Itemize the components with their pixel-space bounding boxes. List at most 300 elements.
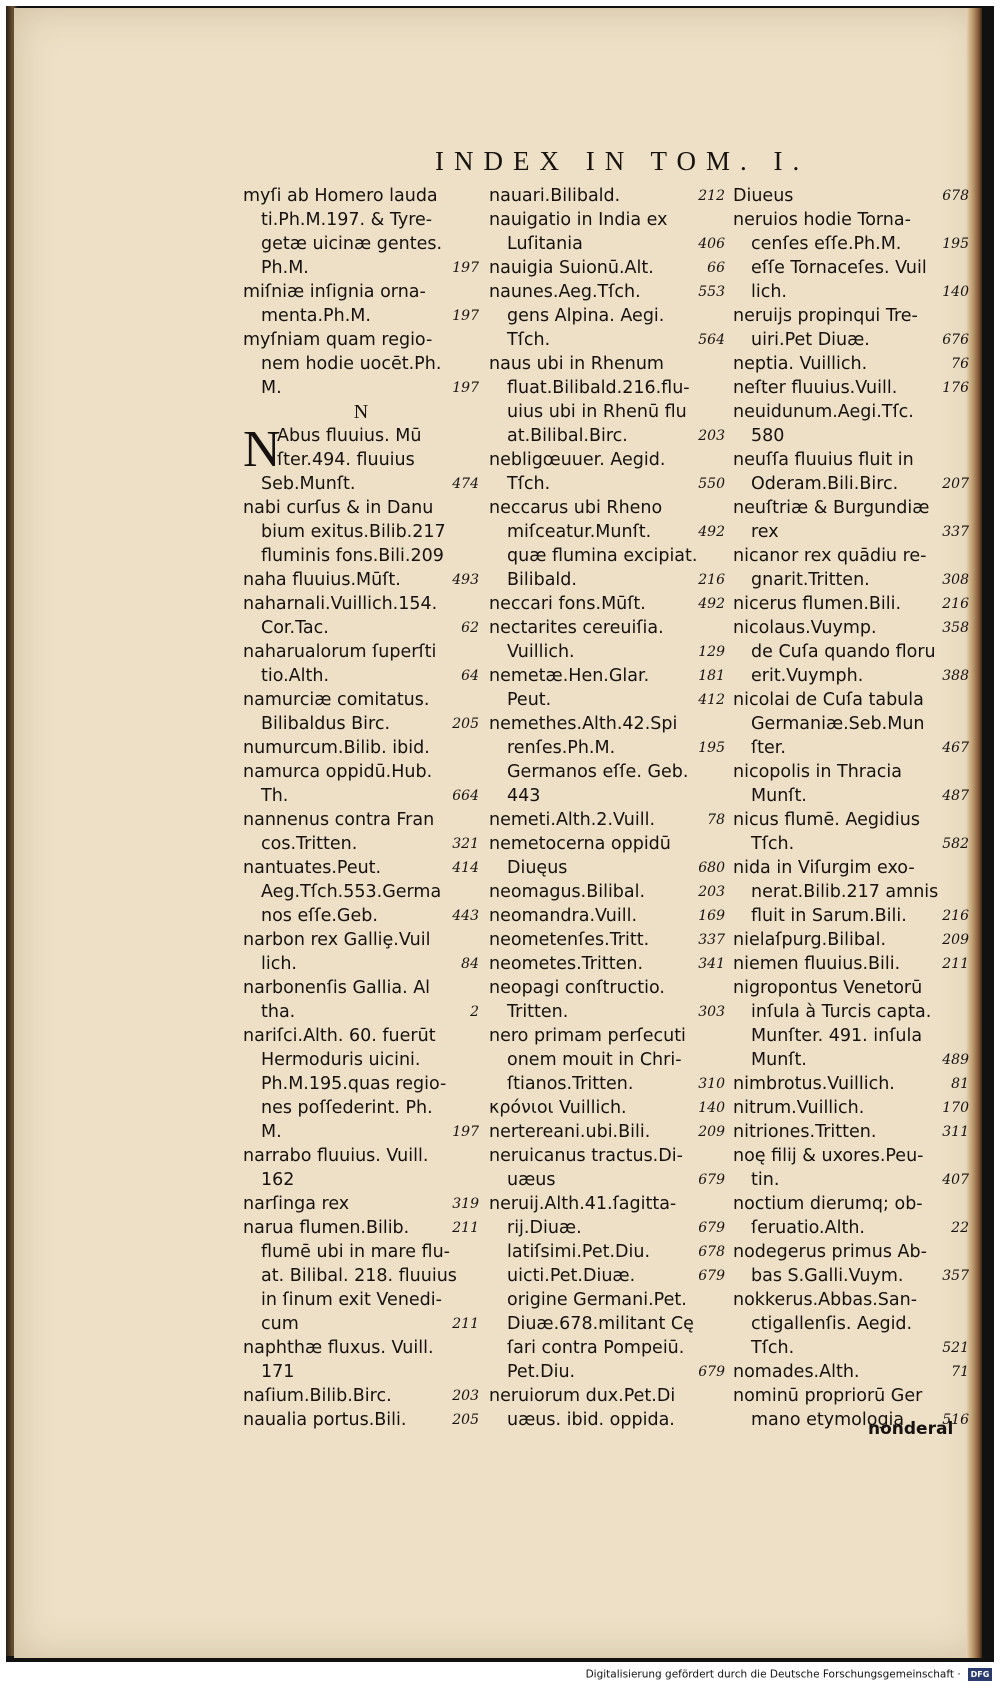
entry-text: erit.Vuymph. [751, 666, 864, 686]
entry-text: Hermoduris uicini. [261, 1050, 421, 1070]
page-reference: 211 [452, 1316, 479, 1332]
entry-text: Bilibald. [507, 570, 577, 590]
index-entry-line [243, 328, 479, 352]
entry-text: origine Germani.Pet. [507, 1290, 687, 1310]
page-reference: 337 [942, 524, 969, 540]
index-entry-line [489, 1240, 725, 1264]
index-entry-line [489, 184, 725, 208]
page-reference: 414 [452, 860, 479, 876]
entry-text: Luſitania [507, 234, 583, 254]
index-entry-line [489, 1192, 725, 1216]
digitization-footer [586, 1668, 992, 1686]
index-entry-line [733, 352, 969, 376]
entry-text: nitriones.Tritten. [733, 1122, 877, 1142]
index-entry-line [733, 712, 969, 736]
entry-text: neruios hodie Torna- [733, 210, 911, 230]
index-entry-line [733, 1144, 969, 1168]
index-entry-line [733, 256, 969, 280]
page-reference: 205 [452, 1412, 479, 1428]
index-entry-line [733, 832, 969, 856]
index-entry-line [243, 1144, 479, 1168]
entry-text: Diueus [733, 186, 794, 206]
page-reference: 582 [942, 836, 969, 852]
entry-text: neopagi conſtructio. [489, 978, 665, 998]
entry-text: neruijs propinqui Tre- [733, 306, 918, 326]
page-reference: 140 [698, 1100, 725, 1116]
entry-text: M. [261, 1122, 282, 1142]
index-entry-line [489, 976, 725, 1000]
entry-text: nida in Viſurgim exo- [733, 858, 915, 878]
page-reference: 169 [698, 908, 725, 924]
index-entry-line [489, 1384, 725, 1408]
page-reference: 197 [452, 380, 479, 396]
entry-text: ſter.494. fluuius [277, 450, 415, 470]
entry-text: nannenus contra Fran [243, 810, 435, 830]
index-entry-line [243, 184, 479, 208]
index-entry-line [243, 1240, 479, 1264]
entry-text: Tſch. [507, 474, 551, 494]
page-reference: 216 [942, 908, 969, 924]
index-entry-line [733, 1120, 969, 1144]
index-entry-line [489, 1360, 725, 1384]
index-entry-line [489, 1288, 725, 1312]
index-entry-line [733, 496, 969, 520]
page-reference: 129 [698, 644, 725, 660]
index-entry-line [489, 808, 725, 832]
index-entry-line [243, 352, 479, 376]
entry-text: naſium.Bilib.Birc. [243, 1386, 392, 1406]
page-reference: 564 [698, 332, 725, 348]
entry-text: naualia portus.Bili. [243, 1410, 407, 1430]
index-entry-line [489, 1000, 725, 1024]
index-entry-line [733, 1360, 969, 1384]
entry-text: neruicanus tractus.Di- [489, 1146, 683, 1166]
entry-text: nerat.Bilib.217 amnis [751, 882, 939, 902]
index-entry-line [243, 592, 479, 616]
index-entry-line [733, 1168, 969, 1192]
entry-text: nicus flumē. Aegidius [733, 810, 920, 830]
page-reference: 676 [942, 332, 969, 348]
entry-text: 171 [261, 1362, 295, 1382]
entry-text: neuſſa fluuius fluit in [733, 450, 914, 470]
entry-text: neptia. Vuillich. [733, 354, 868, 374]
entry-text: nicolaus.Vuymp. [733, 618, 877, 638]
page-reference: 216 [942, 596, 969, 612]
index-entry-line [733, 1000, 969, 1024]
entry-text: naunes.Aeg.Tſch. [489, 282, 641, 302]
index-entry-line [489, 928, 725, 952]
entry-text: κρόνιοι Vuillich. [489, 1098, 627, 1118]
page-reference: 308 [942, 572, 969, 588]
page-reference: 2 [470, 1004, 479, 1020]
entry-text: ti.Ph.M.197. & Tyre- [261, 210, 433, 230]
entry-text: naharnali.Vuillich.154. [243, 594, 438, 614]
page-reference: 22 [951, 1220, 969, 1236]
entry-text: Pet.Diu. [507, 1362, 576, 1382]
entry-text: narrabo fluuius. Vuill. [243, 1146, 429, 1166]
entry-text: nimbrotus.Vuillich. [733, 1074, 895, 1094]
page-reference: 678 [698, 1244, 725, 1260]
entry-text: nantuates.Peut. [243, 858, 382, 878]
entry-text: lich. [261, 954, 297, 974]
index-entry-line [489, 232, 725, 256]
index-entry-line [243, 520, 479, 544]
page-reference: 407 [942, 1172, 969, 1188]
entry-text: ſtianos.Tritten. [507, 1074, 634, 1094]
entry-text: narbonenſis Gallia. Al [243, 978, 431, 998]
entry-text: neruiorum dux.Pet.Di [489, 1386, 676, 1406]
index-entry-line [489, 904, 725, 928]
entry-text: eſſe Tornaceſes. Vuil [751, 258, 927, 278]
entry-text: tio.Alth. [261, 666, 330, 686]
entry-text: neccari fons.Mūſt. [489, 594, 646, 614]
entry-text: rex [751, 522, 779, 542]
entry-text: nicanor rex quādiu re- [733, 546, 927, 566]
index-entry-line [243, 976, 479, 1000]
entry-text: nitrum.Vuillich. [733, 1098, 865, 1118]
entry-text: Germanos eſſe. Geb. [507, 762, 689, 782]
index-entry-line [489, 856, 725, 880]
index-entry-line [489, 1048, 725, 1072]
index-entry-line [243, 544, 479, 568]
page-reference: 357 [942, 1268, 969, 1284]
index-entry-line [733, 1192, 969, 1216]
entry-text: ſari contra Pompeiū. [507, 1338, 685, 1358]
index-entry-line [489, 1264, 725, 1288]
page-reference: 197 [452, 308, 479, 324]
index-entry-line [733, 592, 969, 616]
page-reference: 76 [951, 356, 969, 372]
entry-text: Oderam.Bili.Birc. [751, 474, 899, 494]
entry-text: nominū propriorū Ger [733, 1386, 923, 1406]
entry-text: Seb.Munſt. [261, 474, 356, 494]
index-entry-line [243, 784, 479, 808]
page-reference: 66 [707, 260, 725, 276]
page-reference: 181 [698, 668, 725, 684]
index-entry-line [489, 280, 725, 304]
index-entry-line [489, 1312, 725, 1336]
entry-text: neomagus.Bilibal. [489, 882, 646, 902]
entry-text: noctium dierumq; ob- [733, 1194, 923, 1214]
entry-text: Abus fluuius. Mū [277, 426, 422, 446]
page-reference: 680 [698, 860, 725, 876]
index-entry-line [243, 496, 479, 520]
index-entry-line [243, 1192, 479, 1216]
entry-text: Ph.M.195.quas regio- [261, 1074, 447, 1094]
index-column-2 [489, 184, 725, 1432]
footer-text: Digitalisierung gefördert durch die Deutsche Forschungsgemeinschaft · [585, 1668, 961, 1681]
page-reference: 207 [942, 476, 969, 492]
entry-text: namurca oppidū.Hub. [243, 762, 433, 782]
entry-text: nauigatio in India ex [489, 210, 668, 230]
index-entry-line [243, 1216, 479, 1240]
index-entry-line [243, 760, 479, 784]
entry-text: rij.Diuæ. [507, 1218, 582, 1238]
entry-text: fluminis fons.Bili.209 [261, 546, 444, 566]
index-entry-line [489, 616, 725, 640]
index-entry-line [489, 688, 725, 712]
page-reference: 467 [942, 740, 969, 756]
page-reference: 678 [942, 188, 969, 204]
page-reference: 197 [452, 1124, 479, 1140]
index-entry-line [489, 712, 725, 736]
index-entry-line [489, 376, 725, 400]
index-entry-line [243, 928, 479, 952]
entry-text: neruij.Alth.41.ſagitta- [489, 1194, 677, 1214]
index-entry-line [733, 952, 969, 976]
page-reference: 521 [942, 1340, 969, 1356]
index-entry-line [243, 376, 479, 400]
index-entry-line [243, 880, 479, 904]
page-reference: 195 [942, 236, 969, 252]
page-reference: 679 [698, 1268, 725, 1284]
entry-text: ſeruatio.Alth. [751, 1218, 865, 1238]
page-reference: 170 [942, 1100, 969, 1116]
index-entry-line [489, 640, 725, 664]
index-entry-line [243, 448, 479, 472]
index-entry-line [243, 1288, 479, 1312]
index-entry-line [733, 664, 969, 688]
page-reference: 516 [942, 1412, 969, 1428]
entry-text: cos.Tritten. [261, 834, 358, 854]
page-reference: 64 [461, 668, 479, 684]
entry-text: narbon rex Galliȩ.Vuil [243, 930, 431, 950]
index-entry-line [733, 808, 969, 832]
index-entry-line [733, 760, 969, 784]
index-entry-line [489, 832, 725, 856]
entry-text: nauari.Bilibald. [489, 186, 621, 206]
index-entry-line [243, 1024, 479, 1048]
index-entry-line [733, 1288, 969, 1312]
index-entry-line [243, 1168, 479, 1192]
index-entry-line [733, 328, 969, 352]
page-reference: 310 [698, 1076, 725, 1092]
index-entry-line [489, 304, 725, 328]
entry-text: quæ flumina excipiat. [507, 546, 698, 566]
entry-text: bium exitus.Bilib.217 [261, 522, 446, 542]
index-entry-line [243, 1384, 479, 1408]
entry-text: flumē ubi in mare flu- [261, 1242, 450, 1262]
index-entry-line [733, 616, 969, 640]
index-entry-line [489, 1024, 725, 1048]
entry-text: Peut. [507, 690, 552, 710]
index-column-3 [733, 184, 969, 1432]
entry-text: nauigia Suionū.Alt. [489, 258, 654, 278]
entry-text: tin. [751, 1170, 780, 1190]
entry-text: nigropontus Venetorū [733, 978, 923, 998]
entry-text: 162 [261, 1170, 295, 1190]
entry-text: nero primam perſecuti [489, 1026, 686, 1046]
index-entry-line [489, 880, 725, 904]
entry-text: fluit in Sarum.Bili. [751, 906, 907, 926]
index-entry-line [733, 1096, 969, 1120]
index-entry-line [733, 928, 969, 952]
entry-text: nemeti.Alth.2.Vuill. [489, 810, 656, 830]
page-reference: 489 [942, 1052, 969, 1068]
entry-text: uæus. ibid. oppida. [507, 1410, 675, 1430]
entry-text: ctigallenſis. Aegid. [751, 1314, 913, 1334]
entry-text: naus ubi in Rhenum [489, 354, 664, 374]
index-entry-line [489, 520, 725, 544]
entry-text: inſula à Turcis capta. [751, 1002, 932, 1022]
page-reference: 443 [452, 908, 479, 924]
index-entry-line [243, 232, 479, 256]
index-entry-line [243, 1264, 479, 1288]
entry-text: neſter fluuius.Vuill. [733, 378, 898, 398]
entry-text: uæus [507, 1170, 556, 1190]
page-reference: 311 [942, 1124, 969, 1140]
entry-text: nectarites cereuiſia. [489, 618, 664, 638]
entry-text: miſniæ inſignia orna- [243, 282, 426, 302]
entry-text: nemethes.Alth.42.Spi [489, 714, 678, 734]
entry-text: Tſch. [507, 330, 551, 350]
index-entry-line [243, 1360, 479, 1384]
page-reference: 664 [452, 788, 479, 804]
index-entry-line [489, 568, 725, 592]
page-reference: 358 [942, 620, 969, 636]
entry-text: gens Alpina. Aegi. [507, 306, 665, 326]
entry-text: Th. [261, 786, 289, 806]
entry-text: narſinga rex [243, 1194, 350, 1214]
entry-text: nabi curſus & in Danu [243, 498, 434, 518]
entry-text: myſi ab Homero lauda [243, 186, 438, 206]
entry-text: nicerus flumen.Bili. [733, 594, 902, 614]
page-reference: 679 [698, 1172, 725, 1188]
entry-text: Germaniæ.Seb.Mun [751, 714, 925, 734]
index-entry-line [733, 640, 969, 664]
entry-text: lich. [751, 282, 787, 302]
index-entry-line [243, 1096, 479, 1120]
index-entry-line [243, 640, 479, 664]
entry-text: M. [261, 378, 282, 398]
page-reference: 62 [461, 620, 479, 636]
section-letter: N [353, 401, 369, 423]
page-reference: 212 [698, 188, 725, 204]
entry-text: Munſt. [751, 786, 807, 806]
page-reference: 195 [698, 740, 725, 756]
index-entry-line [489, 424, 725, 448]
entry-text: de Cuſa quando floru [751, 642, 936, 662]
page-reference: 550 [698, 476, 725, 492]
page-reference: 209 [942, 932, 969, 948]
index-entry-line [733, 520, 969, 544]
index-entry-line [243, 1336, 479, 1360]
entry-text: naharualorum ſuperſti [243, 642, 437, 662]
page-reference: 216 [698, 572, 725, 588]
index-entry-line [243, 664, 479, 688]
index-entry-line [733, 856, 969, 880]
entry-text: renſes.Ph.M. [507, 738, 616, 758]
page-reference: 492 [698, 524, 725, 540]
entry-text: 580 [751, 426, 785, 446]
index-entry-line [489, 760, 725, 784]
index-entry-line [243, 688, 479, 712]
index-entry-line [243, 904, 479, 928]
running-header: INDEX IN TOM. I. [435, 146, 810, 176]
index-entry-line [733, 376, 969, 400]
index-entry-line [733, 400, 969, 424]
index-entry-line [489, 544, 725, 568]
page-reference: 474 [452, 476, 479, 492]
entry-text: numurcum.Bilib. ibid. [243, 738, 430, 758]
index-entry-line [489, 1168, 725, 1192]
entry-text: Diuæ.678.militant Cę [507, 1314, 694, 1334]
page-reference: 203 [698, 428, 725, 444]
entry-text: Aeg.Tſch.553.Germa [261, 882, 442, 902]
index-entry-line [733, 976, 969, 1000]
entry-text: nos eſſe.Geb. [261, 906, 378, 926]
index-entry-line [489, 208, 725, 232]
index-entry-line [489, 1216, 725, 1240]
entry-text: nes poſſederint. Ph. [261, 1098, 433, 1118]
index-entry-line [733, 1384, 969, 1408]
dfg-logo: DFG [968, 1668, 992, 1681]
entry-text: Ph.M. [261, 258, 309, 278]
entry-text: nielaſpurg.Bilibal. [733, 930, 887, 950]
entry-text: nicolai de Cuſa tabula [733, 690, 924, 710]
entry-text: nem hodie uocēt.Ph. [261, 354, 442, 374]
page-reference: 211 [452, 1220, 479, 1236]
entry-text: uiri.Pet Diuæ. [751, 330, 870, 350]
entry-text: cenſes eſſe.Ph.M. [751, 234, 902, 254]
page-reference: 321 [452, 836, 479, 852]
page-reference: 319 [452, 1196, 479, 1212]
index-entry-line [733, 688, 969, 712]
index-entry-line [733, 1024, 969, 1048]
entry-text: miſceatur.Munſt. [507, 522, 652, 542]
index-entry-line [733, 472, 969, 496]
entry-text: mano etymologia [751, 1410, 905, 1430]
page-reference: 412 [698, 692, 725, 708]
index-entry-line [489, 592, 725, 616]
page-reference: 388 [942, 668, 969, 684]
entry-text: neuſtriæ & Burgundiæ [733, 498, 930, 518]
page-reference: 679 [698, 1220, 725, 1236]
index-entry-line [489, 328, 725, 352]
entry-text: Tritten. [507, 1002, 569, 1022]
index-entry-line [733, 208, 969, 232]
index-entry-line [489, 736, 725, 760]
index-entry-line [489, 256, 725, 280]
entry-text: nemetæ.Hen.Glar. [489, 666, 650, 686]
entry-text: Diuęus [507, 858, 568, 878]
entry-text: latiſsimi.Pet.Diu. [507, 1242, 651, 1262]
index-entry-line [733, 1072, 969, 1096]
page-reference: 78 [707, 812, 725, 828]
entry-text: Munſt. [751, 1050, 807, 1070]
page-reference: 492 [698, 596, 725, 612]
entry-text: nariſci.Alth. 60. fuerūt [243, 1026, 436, 1046]
index-entry-line [243, 856, 479, 880]
page-reference: 209 [698, 1124, 725, 1140]
entry-text: tha. [261, 1002, 296, 1022]
entry-text: nebligœuuer. Aegid. [489, 450, 666, 470]
index-entry-line [243, 1048, 479, 1072]
index-entry-line [733, 568, 969, 592]
entry-text: uius ubi in Rhenū flu [507, 402, 687, 422]
entry-text: niemen fluuius.Bili. [733, 954, 901, 974]
entry-text: getæ uicinæ gentes. [261, 234, 443, 254]
entry-text: nomades.Alth. [733, 1362, 860, 1382]
entry-text: Tſch. [751, 834, 795, 854]
page-reference: 341 [698, 956, 725, 972]
entry-text: at. Bilibal. 218. fluuius [261, 1266, 457, 1286]
catchword: nonderal [868, 1419, 954, 1439]
entry-text: gnarit.Tritten. [751, 570, 870, 590]
entry-text: uicti.Pet.Diuæ. [507, 1266, 636, 1286]
entry-text: naphthæ fluxus. Vuill. [243, 1338, 434, 1358]
page-reference: 303 [698, 1004, 725, 1020]
